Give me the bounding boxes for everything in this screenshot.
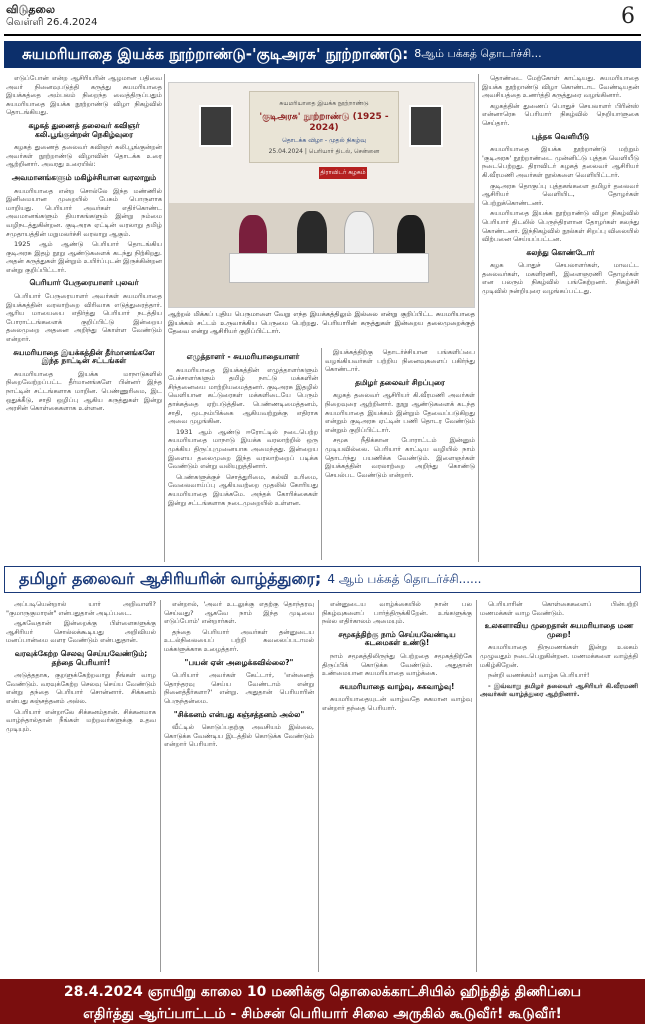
- photo-caption: ஆற்றல் மிக்கப் புதிய பெருமாளை வேறு எந்த இயக்கத்திலும் இல்லை என்று குறிப்பிட்ட சுயமரியாதை இயக்கம் சட்டம் உருவாக்கிய பெருமை பெற்றது. பெரியாரின் கருத்துகள் இன்றைய தலைமுறைக்குத் தேவை என்று ஆசிரியர் குறிப்பிட்டார்.: [168, 310, 475, 335]
- paragraph: தொண்டை மேற்கோள் காட்டியது. சுயமரியாதை இயக்க நூற்றாண்டு விழா கொண்டாட வேண்டியதன் அவசியத்தை உணர்த்தி கருத்துரை வழங்கினார்.: [482, 74, 639, 100]
- paragraph: பெரியாரின் கொள்கைகளைப் பின்பற்றி மணமக்கள் வாழ வேண்டும்.: [480, 600, 638, 617]
- paragraph: - இவ்வாறு தமிழர் தலைவர் ஆசிரியர் கி.வீரமணி அவர்கள் வாழ்த்துரை ஆற்றினார்.: [480, 681, 638, 699]
- main-headline-continuation: 8ஆம் பக்கத் தொடர்ச்சி...: [414, 47, 542, 60]
- subheading: பெரியார் பேருரையாளர் புலவர்: [29, 278, 139, 288]
- issue-date: வெள்ளி 26.4.2024: [6, 17, 98, 28]
- paragraph: எடுப்போன் என்ற ஆசிரியரின் ஆழமான பதிவை அவர் நினைவுபடுத்தி கருத்து சுயமரியாதை இயக்கத்தை அம்பலம் நிறைந்த வைத்திருப்பதும் சுயமரியாதை இயக்க நூற்றாண்டு விழா நிகழ்வில் தொடங்கியது.: [6, 74, 162, 117]
- banner-line: 25.04.2024 | பெரியார் திடல், சென்னை: [268, 148, 380, 155]
- paragraph: கழகத் தலைவர் ஆசிரியர் கி.வீரமணி அவர்கள் நிறைவுரை ஆற்றினார். நூறு ஆண்டுகளைக் கடந்த சுயமரியாதை இயக்கம் இன்றும் தேவைப்படுகிறது என்றும் குடிஅரசு ஏட்டின் பணி தொடர வேண்டும் என்றும் குறிப்பிட்டார்.: [325, 391, 475, 434]
- announcement-banner: [0, 979, 645, 1024]
- column-divider: [164, 74, 165, 562]
- paragraph: பெரியார் அவர்கள் கேட்டார், 'என்னைத் தொந்தரவு செய்ய வேண்டாம் என்று நினைத்தீர்களா?' என்று. அதுதான் பெரியாரின் பெருந்தன்மை.: [164, 671, 314, 705]
- paragraph: அப்படியென்றால் யார் அறிவாளி? "குமாருகுமாரன்" என்பதுதான் அடிப்படை.: [6, 600, 156, 617]
- subheading: வரவுக்கேற்ற செலவு செய்யவேண்டும்; தந்தை பெரியார்!: [14, 648, 148, 667]
- paragraph: அடுத்ததாக, குறளுக்கேற்றவாறு நீங்கள் வாழ வேண்டும். வரவுக்கேற்ற செலவு செய்ய வேண்டும் என்று தந்தை பெரியார் சொன்னார். சிக்கனம் என்பது கஞ்சத்தனம் அல்ல.: [6, 671, 156, 705]
- column-divider: [318, 600, 319, 972]
- paragraph: சமூக நீதிக்கான போராட்டம் இன்னும் முடியவில்லை. பெரியார் காட்டிய வழியில் நாம் தொடர்ந்து பயணிக்க வேண்டும். இளைஞர்கள் இயக்கத்தின் வரலாற்றை அறிந்து கொண்டு செயல்பட வேண்டும் என்றார்.: [325, 436, 475, 479]
- newspaper-name: விடுதலை: [6, 3, 56, 16]
- main-headline-banner: [4, 41, 641, 68]
- paragraph: கழகத் துணைத் தலைவர் கவிஞர் கலி.பூங்குன்றன் அவர்கள் நூற்றாண்டு விழாவின் தொடக்க உரை ஆற்றினார். அவரது உரையில்:: [6, 143, 162, 169]
- paragraph: நாம் சமூகத்திலிருந்து பெற்றதை சமூகத்திற்கே திருப்பிக் கொடுக்க வேண்டும். அதுதான் உண்மையான சுயமரியாதை வாழ்க்கை.: [322, 651, 472, 678]
- paragraph: வீட்டில் கொடுப்பதற்கு அவசியம் இல்லை, கொடுக்க வேண்டிய இடத்தில் கொடுக்க வேண்டும் என்றார் பெரியார்.: [164, 723, 314, 749]
- event-photo: [168, 82, 475, 308]
- bottom-column-4: [480, 600, 638, 972]
- paragraph: நன்றி வணக்கம்! வாழ்க பெரியார்!: [488, 671, 590, 680]
- paragraph: கழக பொதுச் செயலாளர்கள், மாவட்ட தலைவர்கள், மகளிரணி, இளைஞரணி தோழர்கள் என பலரும் நிகழ்வில் பங்கேற்றனர். நிகழ்ச்சி முடிவில் நன்றியுரை வழங்கப்பட்டது.: [482, 261, 639, 296]
- podium-label: திராவிடர் கழகம்: [319, 167, 367, 179]
- page-number: 6: [621, 4, 635, 29]
- article-column-1: [6, 74, 162, 560]
- subheading: சுயமரியாதை வாழ்வு, சுகவாழ்வு!: [339, 681, 455, 691]
- subheading: "சிக்கனம் என்பது கஞ்சத்தனம் அல்ல": [173, 709, 305, 719]
- paragraph: கழகத்தின் துணைப் பொதுச் செயலாளர் பிரின்ஸ் என்னாரெசு பெரியார் நிகழ்வில் நெறியாளுகை செய்தார்.: [482, 101, 639, 127]
- paragraph: பெரியார் பேருரையாளர் அவர்கள் சுயமரியாதை இயக்கத்தின் வரலாற்றை விரிவாக எடுத்துரைத்தார். ஆரிய மாயையை எதிர்த்து பெரியார் நடத்திய போராட்டங்களைக் குறிப்பிட்டு இன்றைய தலைமுறை அதனை அறிந்து கொள்ள வேண்டும் என்றார்.: [6, 292, 162, 344]
- bottom-column-2: [164, 600, 314, 972]
- subheading: சமூகத்திற்கு நாம் செய்யவேண்டிய கடமைகள் உண்டு!: [338, 629, 456, 648]
- column-divider: [476, 600, 477, 972]
- paragraph: என்னுடைய வாழ்க்கையில் நான் பல நிகழ்வுகளைப் பார்த்திருக்கிறேன். உங்களுக்கு நல்ல எதிர்காலம் அமையும்.: [322, 600, 472, 626]
- column-divider: [478, 74, 479, 562]
- stage-table: [229, 253, 429, 283]
- column-divider: [321, 348, 322, 560]
- portrait-right: [409, 105, 443, 147]
- subheading: புத்தக வெளியீடு: [531, 131, 590, 141]
- paragraph: 1925 ஆம் ஆண்டு பெரியார் தொடங்கிய குடிஅரசு இதழ் நூறு ஆண்டுகளைக் கடந்து நிற்கிறது. அதன் கருத்துகள் இன்றும் உயிர்ப்புடன் இருக்கின்றன என்று குறிப்பிட்டார்.: [6, 240, 162, 274]
- subheading: தமிழர் தலைவர் சிறப்புரை: [355, 377, 445, 387]
- subheading: கழகத் துணைத் தலைவர் கவிஞர் கலி.பூங்குன்றன் நெகிழ்வுரை: [28, 120, 140, 139]
- paragraph: இயக்கத்திற்கு தொடர்ச்சியான பங்களிப்பை வழங்கியவர்கள் பற்றிய நினைவுகளைப் பகிர்ந்து கொண்டார்.: [325, 348, 475, 374]
- subheading: எழுத்தாளர் - சுயமரியாதையாளர்: [186, 352, 300, 361]
- paragraph: 1931 ஆம் ஆண்டு ஈரோட்டில் நடைபெற்ற சுயமரியாதை மாநாடு இயக்க வரலாற்றில் ஒரு முக்கிய திருப்புமுனையாக அமைந்தது. இன்றைய இளைய தலைமுறை இந்த வரலாற்றைப் படிக்க வேண்டும் என்று வலியுறுத்தினார்.: [168, 427, 318, 471]
- paragraph: தந்தை பெரியார் அவர்கள் தன்னுடைய உடல்நிலையைப் பற்றி கவலைப்படாமல் மக்களுக்காக உழைத்தார்.: [164, 627, 314, 653]
- banner-title: 'குடிஅரசு' நூற்றாண்டு (1925 - 2024): [259, 112, 389, 133]
- paragraph: சுயமரியாதை இயக்க நூற்றாண்டு மற்றும் 'குடிஅரசு' நூற்றாண்டை முன்னிட்டு புத்தக வெளியீடு நடைபெற்றது. திராவிடர் கழகத் தலைவர் ஆசிரியர் கி.வீரமணி அவர்கள் நூல்களை வெளியிட்டார்.: [482, 145, 639, 179]
- subheading: "பயன் ஏன் அழைக்கவில்லை?": [184, 657, 294, 667]
- paragraph: சுயமரியாதை திருமணங்கள் இன்று உலகம் முழுவதும் நடைபெறுகின்றன. மணமக்களை வாழ்த்தி மகிழ்கிறேன்.: [480, 643, 638, 669]
- subheading: அவமானங்களும் மகிழ்ச்சியான வரலாறும்: [11, 172, 157, 182]
- article-column-2: [168, 348, 318, 560]
- subheading: சுயமரியாதை இயக்கத்தின் தீர்மானங்களே இந்த நாட்டின் சட்டங்கள்: [13, 347, 155, 366]
- banner-line: சுயமரியாதை இயக்க நூற்றாண்டு: [279, 100, 369, 107]
- bottom-column-1: [6, 600, 156, 972]
- subheading: உலகளாவிய முறைதான் சுயமரியாதை மண முறை!: [484, 621, 634, 639]
- bottom-column-3: [322, 600, 472, 972]
- article-column-4: [482, 74, 639, 560]
- paragraph: சுயமரியாதையுடன் வாழ்வதே சுகமான வாழ்வு என்றார் தந்தை பெரியார்.: [322, 695, 472, 712]
- paragraph: ஆகவேதான் இன்றைக்கு பிள்ளைகளுக்கு ஆசிரியர் சொல்லக்கூடியது அறிவியல் மனப்பான்மை வளர வேண்டும் என்பதுதான்.: [6, 619, 156, 645]
- second-headline-banner: [4, 566, 641, 593]
- paragraph: சுயமரியாதை இயக்க மாநாடுகளில் நிறைவேற்றப்பட்ட தீர்மானங்களே பின்னர் இந்த நாட்டின் சட்டங்களாக மாறின. பெண்ணுரிமை, இட ஒதுக்கீடு, சாதி ஒழிப்பு ஆகிய கருத்துகள் இன்று அரசின் கொள்கைகளாக உள்ளன.: [6, 369, 162, 413]
- announcement-line-2: எதிர்த்து ஆர்ப்பாட்டம் - சிம்சன் பெரியார் சிலை அருகில் கூடுவீர்! கூடுவீர்!: [83, 1006, 562, 1022]
- paragraph: பெண்களுக்குச் சொத்துரிமை, கல்வி உரிமை, வேலைவாய்ப்பு ஆகியவற்றை முதலில் கோரியது சுயமரியாதை இயக்கமே. அந்தக் கோரிக்கைகள் இன்று சட்டங்களாக நடைமுறையில் உள்ளன.: [168, 472, 318, 507]
- paragraph: சுயமரியாதை இயக்கத்தின் எழுத்தாளர்களும் பேச்சாளர்களும் தமிழ் நாட்டு மக்களின் சிந்தனையை மாற்றியமைத்தனர். குடிஅரசு இதழில் வெளியான கட்டுரைகள் மக்களிடையே பெரும் தாக்கத்தை ஏற்படுத்தின. பெண்ணடிமைத்தனம், சாதி, மூடநம்பிக்கை ஆகியவற்றுக்கு எதிராக அவை முழங்கின.: [168, 365, 318, 426]
- announcement-line-1: 28.4.2024 ஞாயிறு காலை 10 மணிக்கு தொலைக்காட்சியில் ஹிந்தித் திணிப்பை: [63, 984, 582, 1000]
- column-divider: [160, 600, 161, 972]
- event-banner: [249, 91, 399, 163]
- article-column-3: [325, 348, 475, 560]
- paragraph: பெரியார் என்றாலே சிக்கனம்தான். சிக்கனமாக வாழ்ந்தால்தான் நீங்கள் மற்றவர்களுக்கு உதவ முடியும்.: [6, 707, 156, 733]
- paragraph: சுயமரியாதை என்ற சொல்லே இந்த மண்ணில் இனிமையான முறையில் பேசும் பொருளாக மாறியது. பெரியார் அவர்கள் எதிர்கொண்ட அவமானங்களும் தியாகங்களும் இன்று நம்மை வழிநடத்துகின்றன. குடிஅரசு ஏட்டின் வரலாறு தமிழ் சமுதாயத்தின் மறுமலர்ச்சி வரலாறு ஆகும்.: [6, 186, 162, 238]
- second-headline-continuation: 4 ஆம் பக்கத் தொடர்ச்சி......: [327, 571, 482, 586]
- paragraph: குடிஅரசு தொகுப்பு புத்தகங்களை தமிழர் தலைவர் ஆசிரியர் வெளியிட, தோழர்கள் பெற்றுக்கொண்டனர்.: [482, 181, 639, 207]
- masthead: [0, 0, 645, 34]
- second-headline: தமிழர் தலைவர் ஆசிரியரின் வாழ்த்துரை;: [19, 569, 322, 588]
- main-headline: சுயமரியாதை இயக்க நூற்றாண்டு-'குடிஅரசு' நூற்றாண்டு:: [22, 44, 409, 63]
- subheading: கலந்து கொண்டோர்: [526, 247, 595, 257]
- banner-line: தொடக்க விழா - முதல் நிகழ்வு: [282, 137, 366, 144]
- top-rule: [4, 34, 641, 36]
- paragraph: சுயமரியாதை இயக்க நூற்றாண்டு விழா நிகழ்வில் பெரியார் திடலில் பெருந்திரளான தோழர்கள் கலந்து கொண்டனர். இந்நிகழ்வில் நூல்கள் சிறப்பு விலையில் விற்பனை செய்யப்பட்டன.: [482, 209, 639, 244]
- paragraph: என்றால், 'அவர் உடலுக்கு எதற்கு தொந்தரவு செய்வது? ஆகவே நாம் இந்த முடிவை எடுப்போம்' என்றார்கள்.: [164, 600, 314, 626]
- portrait-left: [199, 105, 233, 147]
